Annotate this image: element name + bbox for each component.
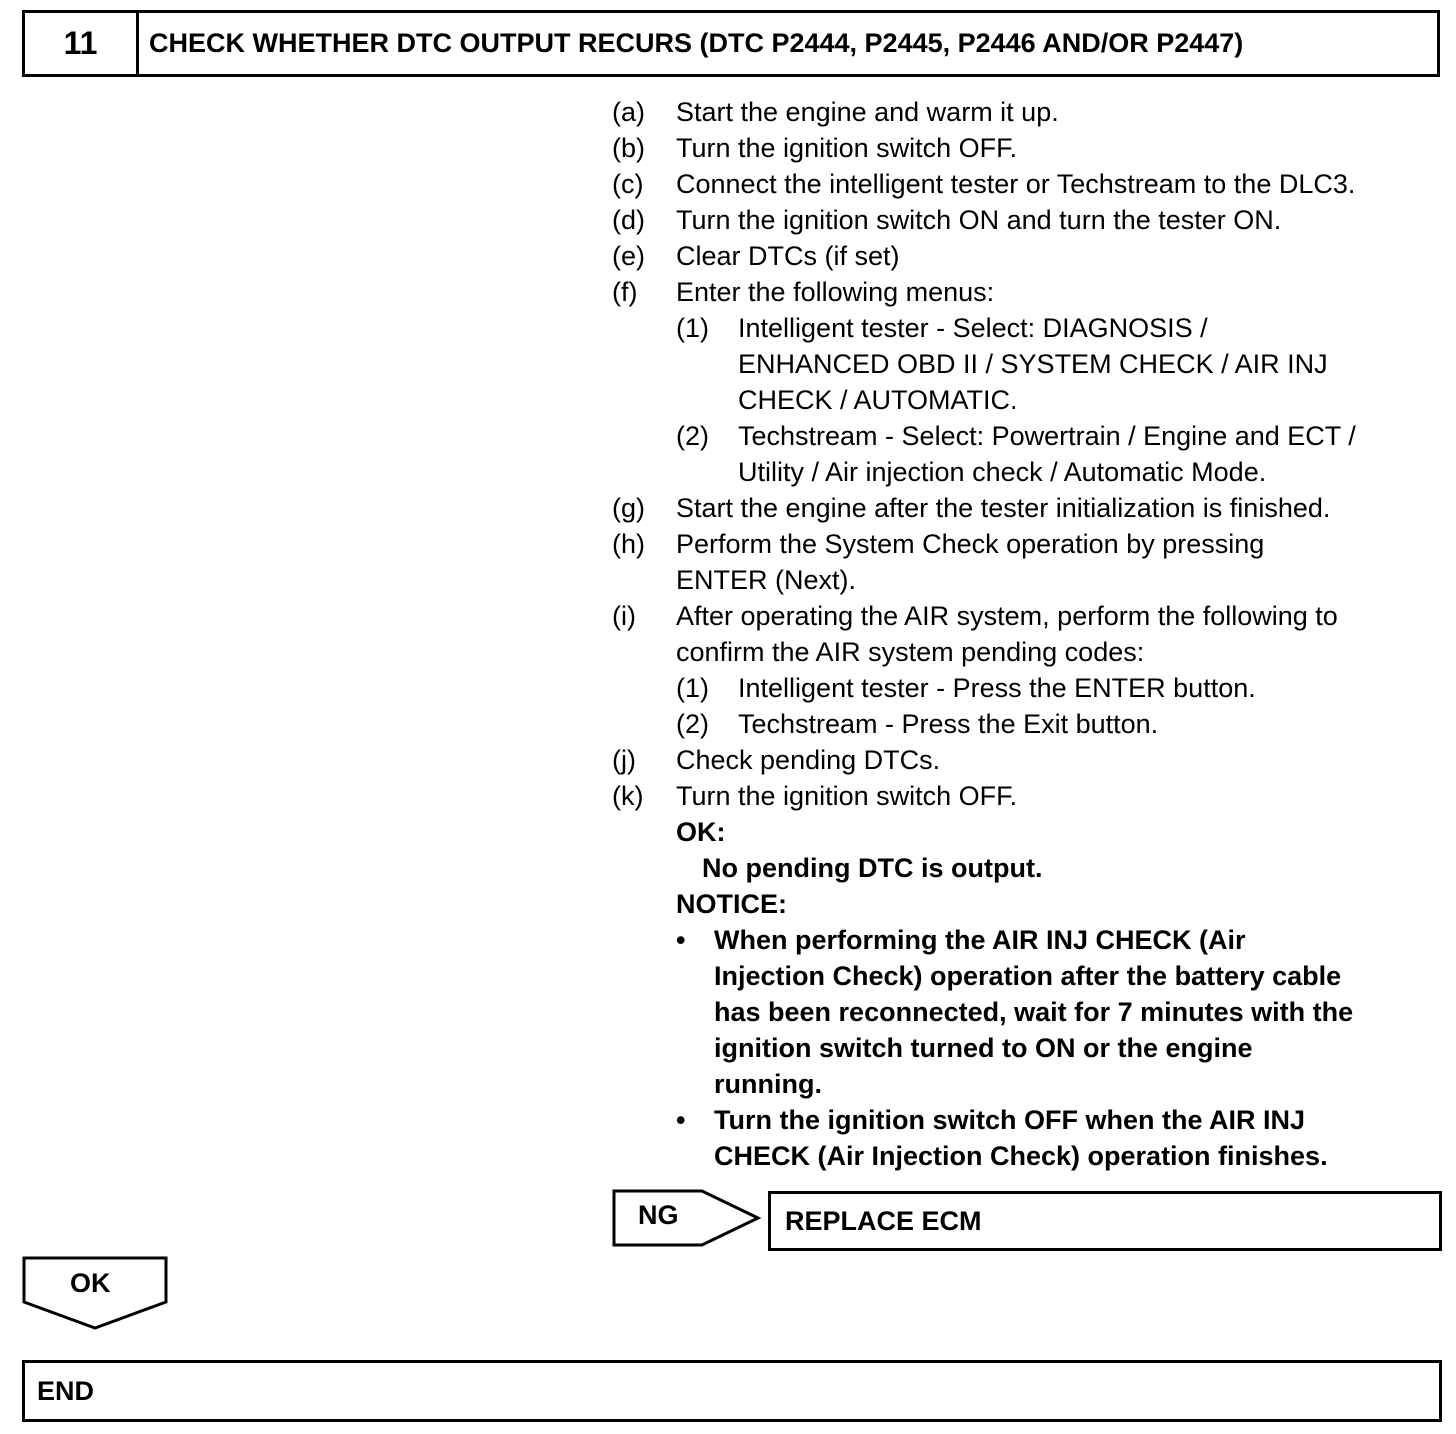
step-title: CHECK WHETHER DTC OUTPUT RECURS (DTC P2444, P2445, P2446 AND/OR P2447) [149,28,1244,58]
notice-text: running. [714,1069,822,1099]
step-label: (e) [612,241,645,271]
procedure-substep [612,670,1452,706]
step-label: (i) [612,601,636,631]
step-label: (a) [612,97,645,127]
procedure-step-d [612,202,1452,238]
substep-label: (2) [676,421,709,451]
procedure-step-a [612,94,1452,130]
step-label: (d) [612,205,645,235]
substep-text: Intelligent tester - Press the ENTER button. [738,673,1256,703]
step-text: Start the engine after the tester initialization is finished. [676,493,1331,523]
step-text: confirm the AIR system pending codes: [676,637,1145,667]
notice-text: CHECK (Air Injection Check) operation finishes. [714,1141,1328,1171]
step-label: (b) [612,133,645,163]
step-text: Start the engine and warm it up. [676,97,1059,127]
step-text: Enter the following menus: [676,277,995,307]
bullet-icon: • [676,1105,686,1135]
step-label: (c) [612,169,644,199]
procedure-step-continuation [612,634,1452,670]
substep-label: (2) [676,709,709,739]
ng-label: NG [638,1200,679,1230]
notice-heading [612,886,1452,922]
substep-text: ENHANCED OBD II / SYSTEM CHECK / AIR INJ [738,349,1328,379]
procedure-step-k [612,778,1452,814]
substep-text: Intelligent tester - Select: DIAGNOSIS / [738,313,1208,343]
ok-criteria [612,850,1452,886]
end-text: END [37,1375,95,1406]
notice-item-continuation [612,1030,1452,1066]
procedure-substep-continuation [612,382,1452,418]
substep-text: Techstream - Select: Powertrain / Engine and ECT / [738,421,1356,451]
procedure-step-j [612,742,1452,778]
step-label: (g) [612,493,645,523]
procedure-step-h [612,526,1452,562]
step-text: Turn the ignition switch OFF. [676,781,1018,811]
step-text: Turn the ignition switch ON and turn the tester ON. [676,205,1282,235]
step-label: (f) [612,277,638,307]
substep-label: (1) [676,313,709,343]
notice-text: Injection Check) operation after the battery cable [714,961,1342,991]
ng-arrow-shape [612,1189,762,1249]
step-header [22,10,1440,77]
step-text: Perform the System Check operation by pressing [676,529,1265,559]
procedure-step-continuation [612,562,1452,598]
bullet-icon: • [676,925,686,955]
step-text: Clear DTCs (if set) [676,241,900,271]
replace-ecm-text: REPLACE ECM [785,1205,982,1236]
ok-heading [612,814,1452,850]
step-number: 11 [25,13,139,74]
notice-text: When performing the AIR INJ CHECK (Air [714,925,1246,955]
step-label: (j) [612,745,636,775]
end-box [22,1360,1442,1422]
notice-item-continuation [612,994,1452,1030]
ok-heading-text: OK: [676,817,726,847]
ok-criteria-text: No pending DTC is output. [702,853,1043,883]
step-label: (h) [612,529,645,559]
substep-text: CHECK / AUTOMATIC. [738,385,1018,415]
notice-text: has been reconnected, wait for 7 minutes with the [714,997,1354,1027]
procedure-substep-continuation [612,454,1452,490]
procedure-step-b [612,130,1452,166]
step-text: ENTER (Next). [676,565,857,595]
step-text: After operating the AIR system, perform the following to [676,601,1338,631]
notice-text: Turn the ignition switch OFF when the AIR INJ [714,1105,1305,1135]
notice-item [612,1102,1452,1138]
step-label: (k) [612,781,644,811]
substep-text: Utility / Air injection check / Automatic Mode. [738,457,1267,487]
step-text: Connect the intelligent tester or Techstream to the DLC3. [676,169,1356,199]
notice-item-continuation [612,958,1452,994]
procedure-substep [612,310,1452,346]
ok-label: OK [70,1268,111,1298]
notice-item [612,922,1452,958]
procedure-substep-continuation [612,346,1452,382]
procedure-list [612,94,1452,1174]
replace-ecm-box [768,1191,1442,1251]
notice-item-continuation [612,1138,1452,1174]
notice-item-continuation [612,1066,1452,1102]
procedure-substep [612,706,1452,742]
procedure-substep [612,418,1452,454]
notice-heading-text: NOTICE: [676,889,787,919]
substep-label: (1) [676,673,709,703]
step-text: Turn the ignition switch OFF. [676,133,1018,163]
notice-text: ignition switch turned to ON or the engine [714,1033,1253,1063]
procedure-step-c [612,166,1452,202]
procedure-step-i [612,598,1452,634]
procedure-step-e [612,238,1452,274]
procedure-step-g [612,490,1452,526]
procedure-step-f [612,274,1452,310]
step-text: Check pending DTCs. [676,745,941,775]
substep-text: Techstream - Press the Exit button. [738,709,1159,739]
